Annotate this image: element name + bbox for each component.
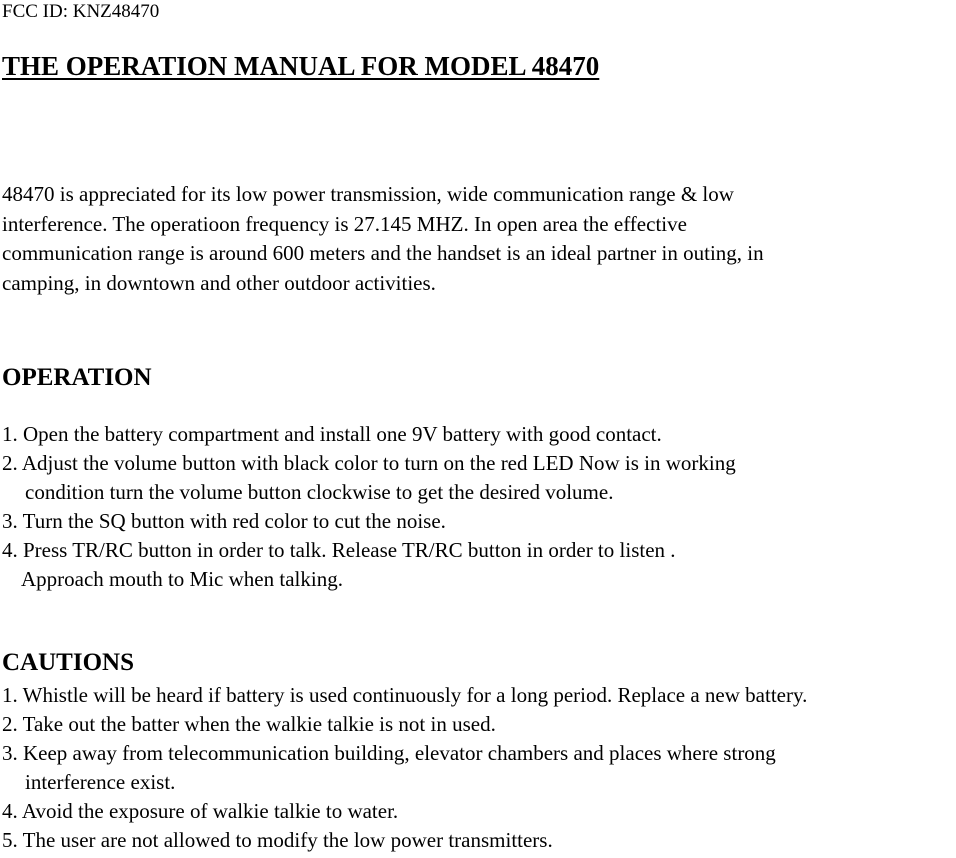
intro-paragraph [2,180,942,298]
cautions-heading: CAUTIONS [2,649,134,676]
operation-heading: OPERATION [2,364,152,391]
operation-step-4: 4. Press TR/RC button in order to talk. Release TR/RC button in order to listen . [2,538,676,562]
intro-line: interference. The operatioon frequency is 27.145 MHZ. In open area the effective [2,211,687,236]
operation-step-3: 3. Turn the SQ button with red color to cut the noise. [2,509,446,533]
operation-step-1: 1. Open the battery compartment and install one 9V battery with good contact. [2,422,662,446]
page-title: THE OPERATION MANUAL FOR MODEL 48470 [2,51,600,81]
caution-item-3: 3. Keep away from telecommunication building, elevator chambers and places where strong [2,741,776,765]
operation-step-4-continued: Approach mouth to Mic when talking. [21,567,343,591]
operation-step-2-continued: condition turn the volume button clockwise to get the desired volume. [25,480,614,504]
caution-item-4: 4. Avoid the exposure of walkie talkie to water. [2,799,399,823]
fcc-id: FCC ID: KNZ48470 [2,1,160,22]
intro-line: 48470 is appreciated for its low power transmission, wide communication range & low [2,182,734,206]
cautions-list [2,681,807,855]
intro-line: camping, in downtown and other outdoor activities. [2,270,436,295]
caution-item-1: 1. Whistle will be heard if battery is used continuously for a long period. Replace a new battery. [2,683,808,707]
caution-item-3-continued: interference exist. [25,770,176,794]
operation-step-2: 2. Adjust the volume button with black color to turn on the red LED Now is in working [2,451,736,475]
operation-list [2,420,736,594]
caution-item-2: 2. Take out the batter when the walkie talkie is not in used. [2,712,496,736]
caution-item-5: 5. The user are not allowed to modify the low power transmitters. [2,828,553,852]
intro-line: communication range is around 600 meters and the handset is an ideal partner in outing, in [2,241,764,265]
